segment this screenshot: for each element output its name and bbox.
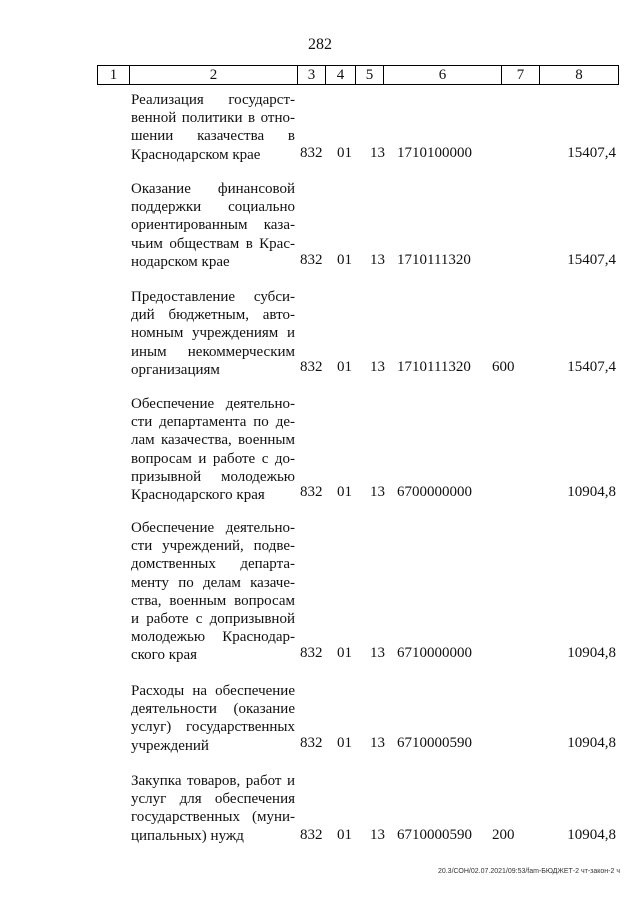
row-chapter: 832 [300, 484, 323, 500]
footer-stamp: 20.3/СОН/02.07.2021/09:53/fam-БЮДЖЕТ-2 чт-закон-2 ч [437, 868, 620, 875]
column-header-1: 1 [98, 66, 130, 84]
row-target-code: 6710000000 [397, 645, 472, 661]
row-target-code: 1710100000 [397, 145, 472, 161]
column-header-5: 5 [356, 66, 384, 84]
row-expense-type: 600 [492, 359, 515, 375]
column-header-3: 3 [298, 66, 326, 84]
row-description: Предоставление субси-дий бюджетным, авто-номным учреждениям и иным некоммерческим организациям [131, 289, 295, 378]
column-header-6: 6 [384, 66, 502, 84]
row-section: 01 [337, 645, 352, 661]
row-section: 01 [337, 735, 352, 751]
column-header-4: 4 [326, 66, 356, 84]
row-description: Обеспечение деятельно-сти департамента по де-лам казачества, военным вопросам и работе с до-призывной молодежью Краснодарского края [131, 396, 295, 504]
row-subsection: 13 [370, 827, 385, 843]
row-description: Обеспечение деятельно-сти учреждений, подве-домственных департа-менту по делам казаче-ства, военным вопросам и работе с допризывной молодежью Краснодар-ского края [131, 520, 295, 664]
row-amount: 10904,8 [567, 827, 616, 843]
row-chapter: 832 [300, 145, 323, 161]
row-section: 01 [337, 359, 352, 375]
row-description: Оказание финансовой поддержки социально ориентированным каза-чьим обществам в Крас-нодарском крае [131, 181, 295, 270]
row-target-code: 6710000590 [397, 827, 472, 843]
row-subsection: 13 [370, 735, 385, 751]
row-subsection: 13 [370, 484, 385, 500]
row-target-code: 6710000590 [397, 735, 472, 751]
row-amount: 15407,4 [567, 252, 616, 268]
row-description: Расходы на обеспечение деятельности (оказание услуг) государственных учреждений [131, 683, 295, 754]
row-amount: 10904,8 [567, 645, 616, 661]
row-section: 01 [337, 252, 352, 268]
column-header-8: 8 [575, 67, 583, 83]
row-amount: 15407,4 [567, 145, 616, 161]
row-subsection: 13 [370, 252, 385, 268]
row-subsection: 13 [370, 359, 385, 375]
row-amount: 10904,8 [567, 735, 616, 751]
row-chapter: 832 [300, 252, 323, 268]
row-chapter: 832 [300, 735, 323, 751]
row-target-code: 6700000000 [397, 484, 472, 500]
table-header [97, 65, 619, 85]
row-section: 01 [337, 827, 352, 843]
row-subsection: 13 [370, 145, 385, 161]
row-section: 01 [337, 145, 352, 161]
column-header-2: 2 [130, 66, 298, 84]
row-section: 01 [337, 484, 352, 500]
row-description: Реализация государст-венной политики в отно-шении казачества в Краснодарском крае [131, 92, 295, 163]
row-amount: 10904,8 [567, 484, 616, 500]
page-number: 282 [308, 36, 332, 53]
row-chapter: 832 [300, 827, 323, 843]
row-expense-type: 200 [492, 827, 515, 843]
row-chapter: 832 [300, 359, 323, 375]
row-subsection: 13 [370, 645, 385, 661]
row-target-code: 1710111320 [397, 359, 471, 375]
row-amount: 15407,4 [567, 359, 616, 375]
row-target-code: 1710111320 [397, 252, 471, 268]
row-description: Закупка товаров, работ и услуг для обеспечения государственных (муни-ципальных) нужд [131, 773, 295, 844]
column-header-7: 7 [502, 66, 540, 84]
row-chapter: 832 [300, 645, 323, 661]
